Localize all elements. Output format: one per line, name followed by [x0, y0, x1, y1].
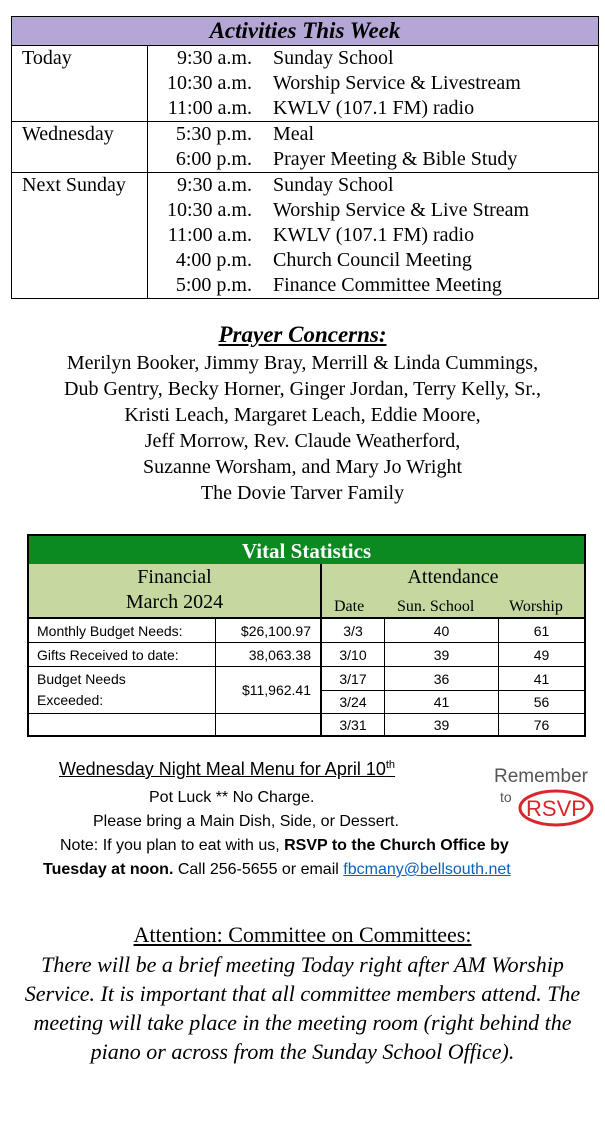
- prayer-line: Jeff Morrow, Rev. Claude Weatherford,: [144, 430, 461, 452]
- attendance-date: 3/10: [339, 647, 367, 663]
- attendance-ss: 39: [433, 647, 450, 663]
- activity-event: KWLV (107.1 FM) radio: [273, 97, 475, 119]
- attention-body: There will be a brief meeting Today right after AM Worship Service. It is important that all committee members attend. The meeting will take place in the meeting room (right behind the piano or across from the Sunday School Office).: [24, 952, 581, 1064]
- activity-row: [12, 173, 598, 198]
- activity-row: [12, 273, 598, 298]
- attendance-worship: 49: [533, 647, 550, 663]
- activity-row: [12, 198, 598, 223]
- activity-time: 5:00 p.m.: [175, 274, 252, 296]
- activity-time: 11:00 a.m.: [167, 224, 252, 246]
- activity-event: Worship Service & Live Stream: [273, 199, 530, 221]
- attendance-date: 3/17: [339, 671, 367, 687]
- activities-title: Activities This Week: [12, 17, 598, 46]
- activity-event: Sunday School: [273, 174, 394, 196]
- meal-note-text: Note: If you plan to eat with us,: [60, 837, 285, 854]
- prayer-line: Merilyn Booker, Jimmy Bray, Merrill & Linda Cummings,: [66, 352, 539, 374]
- activity-day: Next Sunday: [22, 174, 126, 196]
- rsvp-graphic: [490, 760, 600, 828]
- activity-row: [12, 96, 598, 121]
- meal-note-rsvp: RSVP to the Church Office by: [284, 837, 509, 854]
- col-worship-header: Worship: [509, 598, 563, 615]
- activity-time: 10:30 a.m.: [167, 199, 252, 221]
- vital-title: Vital Statistics: [29, 536, 584, 564]
- attention-section: [0, 920, 605, 1066]
- activity-time: 11:00 a.m.: [167, 97, 252, 119]
- meal-title: [59, 759, 395, 780]
- col-sunday-school-header: Sun. School: [397, 598, 475, 615]
- grid-line: [29, 713, 320, 714]
- activity-time: 10:30 a.m.: [167, 72, 252, 94]
- vital-statistics-table: [27, 534, 586, 737]
- activity-time: 4:00 p.m.: [175, 249, 252, 271]
- grid-line: [322, 666, 584, 667]
- financial-value-cell: 38,063.38: [248, 647, 311, 663]
- attendance-ss: 41: [433, 694, 450, 710]
- financial-period: March 2024: [125, 591, 224, 613]
- attendance-worship: 41: [533, 671, 550, 687]
- rsvp-remember-text: Remember: [494, 766, 588, 787]
- activities-table: [11, 16, 599, 299]
- financial-value-cell: $11,962.41: [241, 682, 311, 698]
- meal-call-text: Call 256-5655 or email: [173, 861, 344, 878]
- activity-time: 5:30 p.m.: [175, 123, 252, 145]
- activity-row: [12, 147, 598, 172]
- grid-line: [29, 666, 320, 667]
- meal-deadline: Tuesday at noon.: [43, 861, 174, 878]
- attendance-worship: 76: [533, 717, 550, 733]
- meal-title-text: Wednesday Night Meal Menu for April 10: [59, 759, 386, 779]
- activity-time: 9:30 a.m.: [177, 174, 252, 196]
- activity-group-next-sunday: [12, 173, 598, 298]
- attendance-date: 3/24: [339, 694, 367, 710]
- prayer-concerns: [0, 320, 605, 506]
- attendance-worship: 61: [533, 623, 550, 639]
- attendance-ss: 39: [433, 717, 450, 733]
- header-divider: [29, 617, 584, 619]
- rsvp-word: RSVP: [526, 796, 586, 821]
- activity-group-wednesday: [12, 122, 598, 173]
- activity-time: 6:00 p.m.: [175, 148, 252, 170]
- activity-row: [12, 248, 598, 273]
- attendance-label: Attendance: [407, 566, 499, 588]
- financial-label-cell: Exceeded:: [37, 692, 104, 708]
- grid-line: [29, 642, 320, 643]
- prayer-title: Prayer Concerns:: [218, 322, 387, 347]
- activity-event: Meal: [273, 123, 315, 145]
- financial-label: Financial: [137, 566, 212, 588]
- activity-event: Sunday School: [273, 47, 394, 69]
- attendance-ss: 40: [433, 623, 450, 639]
- activity-event: Church Council Meeting: [273, 249, 472, 271]
- meal-line-potluck: Pot Luck ** No Charge.: [149, 789, 315, 806]
- attendance-ss: 36: [433, 671, 450, 687]
- grid-line: [322, 713, 584, 714]
- attendance-worship: 56: [533, 694, 550, 710]
- prayer-line: The Dovie Tarver Family: [200, 482, 405, 504]
- financial-value-cell: $26,100.97: [240, 623, 311, 639]
- activity-row: [12, 71, 598, 96]
- activity-event: Finance Committee Meeting: [273, 274, 502, 296]
- email-link[interactable]: fbcmany@bellsouth.net: [343, 861, 511, 878]
- grid-line: [322, 642, 584, 643]
- activity-event: Prayer Meeting & Bible Study: [273, 148, 518, 170]
- attendance-date: 3/3: [343, 623, 363, 639]
- activity-time: 9:30 a.m.: [177, 47, 252, 69]
- financial-label-cell: Budget Needs: [37, 671, 126, 687]
- prayer-line: Kristi Leach, Margaret Leach, Eddie Moore,: [124, 404, 481, 426]
- activity-group-today: [12, 46, 598, 122]
- rsvp-to-text: to: [500, 789, 512, 805]
- grid-line: [322, 690, 584, 691]
- activity-event: Worship Service & Livestream: [273, 72, 521, 94]
- meal-line-contact: [43, 861, 511, 879]
- activity-event: KWLV (107.1 FM) radio: [273, 224, 475, 246]
- grid-line: [215, 619, 216, 735]
- financial-label-cell: Gifts Received to date:: [37, 647, 179, 663]
- meal-title-sup: th: [385, 759, 396, 771]
- meal-line-note: [60, 837, 509, 855]
- col-date-header: Date: [334, 598, 365, 615]
- attention-title: Attention: Committee on Committees:: [133, 922, 472, 947]
- activity-row: [12, 122, 598, 147]
- activity-row: [12, 46, 598, 71]
- activity-day: Wednesday: [22, 123, 114, 145]
- financial-label-cell: Monthly Budget Needs:: [37, 623, 183, 639]
- prayer-line: Suzanne Worsham, and Mary Jo Wright: [142, 456, 462, 478]
- prayer-line: Dub Gentry, Becky Horner, Ginger Jordan, Terry Kelly, Sr.,: [64, 378, 541, 400]
- activity-row: [12, 223, 598, 248]
- meal-line-bring: Please bring a Main Dish, Side, or Dessert.: [93, 813, 399, 830]
- activity-day: Today: [22, 47, 72, 69]
- attendance-date: 3/31: [339, 717, 367, 733]
